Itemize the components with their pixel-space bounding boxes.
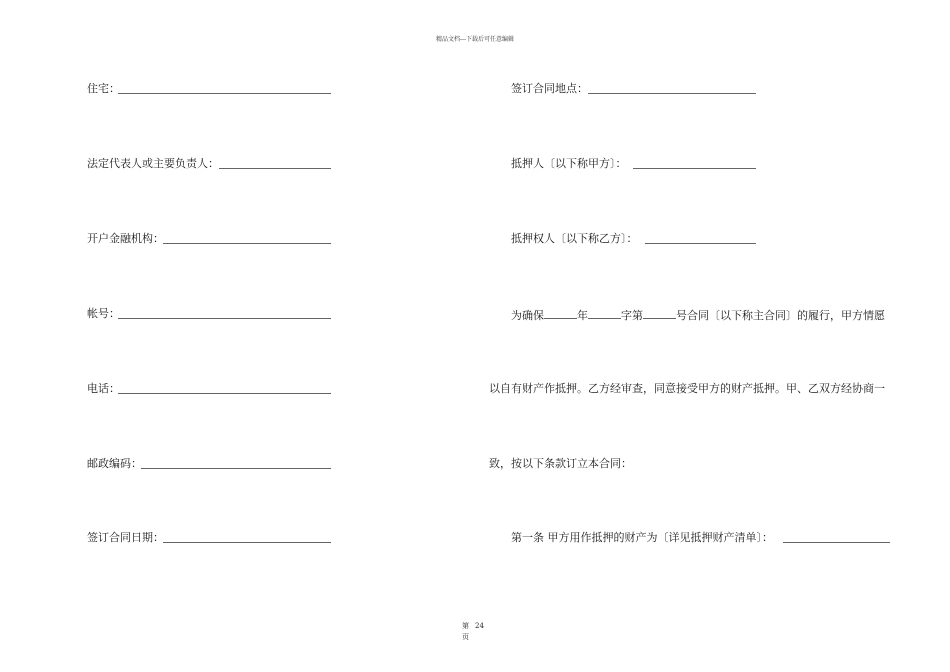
- mortgagee-label: 抵押权人〔以下称乙方〕：: [511, 232, 638, 245]
- mortgagor-blank: [633, 168, 756, 169]
- para1-text-a: 为确保: [511, 309, 544, 322]
- page-number: 24: [475, 622, 484, 630]
- legal-rep-blank: [219, 168, 331, 169]
- mortgagor-label: 抵押人〔以下称甲方〕：: [511, 157, 627, 170]
- paragraph-line-1: [511, 307, 885, 323]
- article-1-label: 第一条 甲方用作抵押的财产为〔详见抵押财产清单〕：: [511, 531, 773, 544]
- page-footer-ye: 页: [462, 633, 469, 641]
- legal-rep-label: 法定代表人或主要负责人：: [87, 157, 219, 170]
- phone-label: 电话：: [87, 382, 120, 395]
- paragraph-line-3: 致，按以下条款订立本合同：: [489, 457, 632, 470]
- page-footer-di: 第: [462, 622, 469, 630]
- year-blank: [544, 307, 577, 319]
- paragraph-line-2: 以自有财产作抵押。乙方经审查，同意接受甲方的财产抵押。甲、乙双方经协商一: [489, 382, 885, 395]
- para1-text-c: 字第: [621, 309, 643, 322]
- account-label: 帐号：: [87, 307, 120, 320]
- page-header: 精品文档---下载后可任意编辑: [435, 36, 515, 43]
- bank-blank: [163, 243, 331, 244]
- account-blank: [118, 318, 331, 319]
- para1-text-b: 年: [577, 309, 588, 322]
- sign-date-label: 签订合同日期：: [87, 531, 164, 544]
- postcode-blank: [141, 468, 331, 469]
- postcode-label: 邮政编码：: [87, 457, 142, 470]
- phone-blank: [118, 393, 331, 394]
- para1-text-d: 号合同〔以下称主合同〕的履行，甲方情愿: [676, 309, 885, 322]
- mortgagee-blank: [645, 243, 756, 244]
- sign-place-label: 签订合同地点：: [511, 82, 588, 95]
- char-blank: [588, 307, 621, 319]
- residence-label: 住宅：: [87, 82, 120, 95]
- number-blank: [643, 307, 676, 319]
- sign-date-blank: [163, 542, 331, 543]
- residence-blank: [118, 93, 331, 94]
- article-1-blank: [783, 542, 890, 543]
- bank-label: 开户金融机构：: [87, 232, 164, 245]
- sign-place-blank: [588, 93, 756, 94]
